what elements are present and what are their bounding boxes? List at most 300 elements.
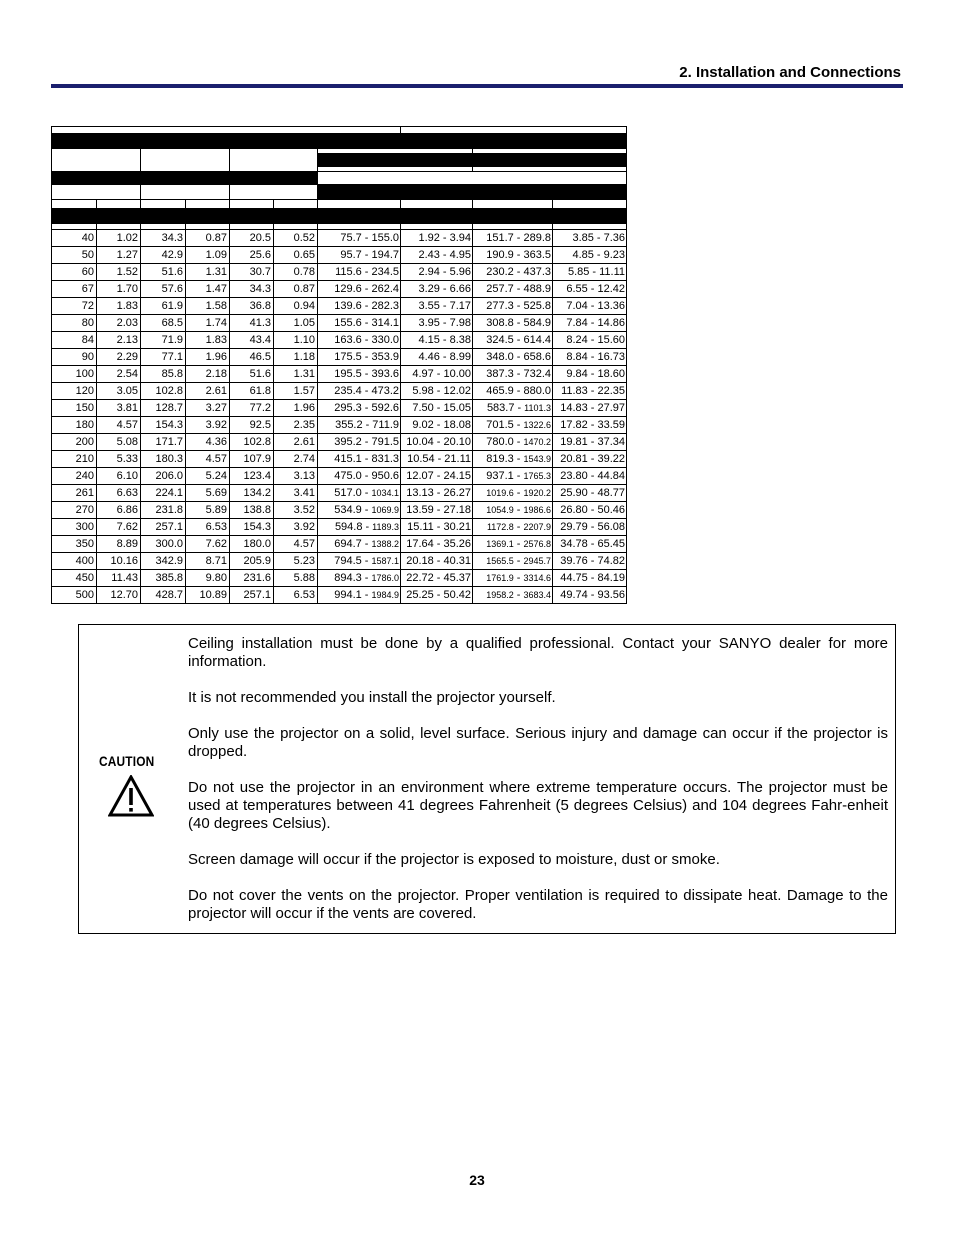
range-min: 694.7 — [334, 538, 362, 550]
range-max: 8.99 — [449, 351, 471, 363]
range-separator: - — [517, 402, 522, 414]
table-cell: 1.58 — [186, 298, 230, 315]
range-max: 2945.7 — [523, 556, 551, 566]
table-cell: 84 — [52, 332, 97, 349]
range-min: 235.4 — [334, 385, 362, 397]
range-separator: - — [436, 538, 441, 550]
table-cell: 138.8 — [230, 502, 274, 519]
range-cell — [473, 332, 553, 349]
range-cell — [401, 570, 473, 587]
range-min: 7.04 — [566, 300, 588, 312]
range-max: 14.86 — [597, 317, 625, 329]
range-cell — [318, 264, 401, 281]
range-separator: - — [516, 368, 521, 380]
table-cell: 1.57 — [274, 383, 318, 400]
range-max: 1543.9 — [523, 454, 551, 464]
range-min: 1761.9 — [486, 573, 514, 583]
range-cell — [401, 247, 473, 264]
table-cell: 1.18 — [274, 349, 318, 366]
range-separator: - — [590, 453, 595, 465]
range-separator: - — [590, 436, 595, 448]
table-cell: 3.27 — [186, 400, 230, 417]
range-separator: - — [516, 589, 521, 601]
range-separator: - — [516, 232, 521, 244]
range-max: 1986.6 — [523, 505, 551, 515]
range-cell — [401, 315, 473, 332]
caution-text — [188, 635, 888, 941]
range-max: 24.15 — [443, 470, 471, 482]
range-separator: - — [436, 504, 441, 516]
range-separator: - — [364, 470, 369, 482]
range-max: 1101.3 — [524, 403, 551, 413]
range-min: 994.1 — [334, 589, 362, 601]
range-separator: - — [364, 283, 369, 295]
range-min: 10.04 — [406, 436, 434, 448]
range-max: 1587.1 — [371, 556, 399, 566]
table-cell: 3.92 — [274, 519, 318, 536]
table-cell: 123.4 — [230, 468, 274, 485]
range-cell — [473, 536, 553, 553]
table-row — [52, 570, 627, 587]
range-max: 48.77 — [597, 487, 625, 499]
table-cell: 300 — [52, 519, 97, 536]
range-max: 711.9 — [372, 419, 399, 431]
range-cell — [318, 485, 401, 502]
range-separator: - — [364, 589, 369, 601]
range-cell — [401, 349, 473, 366]
page-number: 23 — [469, 1172, 485, 1188]
range-separator: - — [364, 351, 369, 363]
table-cell: 2.61 — [274, 434, 318, 451]
table-cell: 6.53 — [186, 519, 230, 536]
range-min: 19.81 — [560, 436, 588, 448]
range-cell — [318, 587, 401, 604]
range-max: 35.26 — [443, 538, 471, 550]
table-cell: 500 — [52, 587, 97, 604]
range-separator: - — [516, 317, 521, 329]
range-cell — [553, 366, 627, 383]
range-cell — [553, 468, 627, 485]
range-separator: - — [590, 317, 595, 329]
range-min: 115.6 — [335, 266, 362, 278]
range-cell — [553, 230, 627, 247]
range-min: 20.18 — [406, 555, 434, 567]
range-min: 819.3 — [486, 453, 514, 465]
range-max: 4.95 — [449, 249, 471, 261]
range-separator: - — [436, 436, 441, 448]
table-cell: 1.10 — [274, 332, 318, 349]
caution-paragraph: Ceiling installation must be done by a qualified professional. Contact your SANYO dealer for more information. — [188, 635, 888, 670]
range-max: 194.7 — [371, 249, 399, 261]
table-cell: 3.13 — [274, 468, 318, 485]
range-max: 1984.9 — [371, 590, 399, 600]
table-cell: 5.24 — [186, 468, 230, 485]
range-max: 65.45 — [597, 538, 625, 550]
range-max: 6.66 — [449, 283, 471, 295]
range-separator: - — [590, 402, 595, 414]
range-separator: - — [590, 334, 595, 346]
table-cell: 2.13 — [97, 332, 141, 349]
range-max: 1920.2 — [523, 488, 551, 498]
range-separator: - — [364, 436, 369, 448]
range-min: 780.0 — [486, 436, 514, 448]
range-max: 1189.3 — [372, 522, 399, 532]
table-cell: 171.7 — [141, 434, 186, 451]
table-cell: 8.89 — [97, 536, 141, 553]
range-max: 7.17 — [449, 300, 471, 312]
range-max: 39.22 — [597, 453, 625, 465]
range-separator: - — [590, 572, 595, 584]
range-min: 583.7 — [486, 402, 515, 414]
range-separator: - — [436, 572, 441, 584]
range-min: 5.98 — [412, 385, 434, 397]
range-cell — [473, 247, 553, 264]
range-max: 289.8 — [523, 232, 551, 244]
range-separator: - — [364, 453, 369, 465]
range-cell — [553, 485, 627, 502]
range-min: 190.9 — [486, 249, 514, 261]
range-min: 11.83 — [561, 385, 588, 397]
range-cell — [473, 383, 553, 400]
range-cell — [553, 315, 627, 332]
range-cell — [318, 298, 401, 315]
range-separator: - — [364, 300, 369, 312]
range-cell — [553, 281, 627, 298]
range-max: 262.4 — [371, 283, 399, 295]
range-max: 11.11 — [599, 266, 625, 278]
table-cell: 60 — [52, 264, 97, 281]
range-min: 395.2 — [334, 436, 362, 448]
range-separator: - — [590, 538, 595, 550]
table-cell: 270 — [52, 502, 97, 519]
range-min: 49.74 — [560, 589, 588, 601]
range-min: 6.55 — [566, 283, 588, 295]
range-separator: - — [364, 487, 369, 499]
table-cell: 6.10 — [97, 468, 141, 485]
range-max: 2576.8 — [523, 539, 551, 549]
table-cell: 1.52 — [97, 264, 141, 281]
table-cell: 5.23 — [274, 553, 318, 570]
table-row — [52, 366, 627, 383]
range-min: 26.80 — [560, 504, 588, 516]
range-cell — [553, 587, 627, 604]
table-cell: 2.03 — [97, 315, 141, 332]
range-min: 34.78 — [560, 538, 588, 550]
range-min: 3.85 — [572, 232, 594, 244]
range-separator: - — [516, 521, 521, 533]
table-cell: 5.69 — [186, 485, 230, 502]
range-separator: - — [516, 555, 521, 567]
table-cell: 7.62 — [186, 536, 230, 553]
range-separator: - — [590, 487, 595, 499]
range-min: 937.1 — [486, 470, 514, 482]
range-min: 20.81 — [560, 453, 588, 465]
range-cell — [553, 383, 627, 400]
range-cell — [553, 332, 627, 349]
range-cell — [401, 366, 473, 383]
range-separator: - — [436, 589, 441, 601]
range-cell — [473, 315, 553, 332]
range-max: 1034.1 — [371, 488, 399, 498]
range-min: 14.83 — [560, 402, 588, 414]
table-cell: 102.8 — [230, 434, 274, 451]
table-cell: 0.87 — [186, 230, 230, 247]
range-cell — [318, 349, 401, 366]
table-row — [52, 536, 627, 553]
table-cell: 2.54 — [97, 366, 141, 383]
table-row — [52, 315, 627, 332]
range-min: 1.92 — [418, 232, 440, 244]
table-cell: 42.9 — [141, 247, 186, 264]
range-cell — [401, 451, 473, 468]
range-separator: - — [590, 521, 595, 533]
range-separator: - — [364, 334, 369, 346]
range-max: 584.9 — [523, 317, 551, 329]
range-max: 791.5 — [371, 436, 399, 448]
range-cell — [318, 502, 401, 519]
range-cell — [401, 417, 473, 434]
table-cell: 154.3 — [141, 417, 186, 434]
range-cell — [473, 570, 553, 587]
table-cell: 71.9 — [141, 332, 186, 349]
table-cell: 154.3 — [230, 519, 274, 536]
range-min: 25.25 — [406, 589, 434, 601]
range-max: 16.73 — [597, 351, 625, 363]
table-cell: 1.31 — [274, 366, 318, 383]
table-cell: 1.96 — [186, 349, 230, 366]
table-cell: 257.1 — [230, 587, 274, 604]
range-separator: - — [364, 266, 369, 278]
range-min: 230.2 — [486, 266, 514, 278]
range-separator: - — [364, 385, 369, 397]
table-cell: 3.41 — [274, 485, 318, 502]
caution-paragraph: Only use the projector on a solid, level surface. Serious injury and damage can occur if the projector is dropped. — [188, 725, 888, 760]
range-max: 45.37 — [443, 572, 471, 584]
range-separator: - — [364, 538, 369, 550]
range-max: 3314.6 — [523, 573, 551, 583]
table-cell: 200 — [52, 434, 97, 451]
range-min: 12.07 — [406, 470, 434, 482]
range-max: 353.9 — [371, 351, 399, 363]
table-cell: 61.9 — [141, 298, 186, 315]
table-cell: 90 — [52, 349, 97, 366]
table-cell: 100 — [52, 366, 97, 383]
range-max: 363.5 — [523, 249, 551, 261]
range-cell — [401, 587, 473, 604]
range-separator: - — [590, 300, 595, 312]
range-max: 12.42 — [597, 283, 625, 295]
table-cell: 67 — [52, 281, 97, 298]
range-min: 139.6 — [334, 300, 362, 312]
table-row — [52, 553, 627, 570]
range-cell — [401, 553, 473, 570]
range-min: 475.0 — [334, 470, 362, 482]
table-cell: 428.7 — [141, 587, 186, 604]
range-max: 488.9 — [523, 283, 551, 295]
table-cell: 2.29 — [97, 349, 141, 366]
range-cell — [553, 349, 627, 366]
table-cell: 6.63 — [97, 485, 141, 502]
range-min: 9.84 — [566, 368, 588, 380]
table-cell: 1.70 — [97, 281, 141, 298]
range-cell — [553, 502, 627, 519]
table-cell: 51.6 — [141, 264, 186, 281]
range-separator: - — [516, 487, 521, 499]
range-min: 308.8 — [486, 317, 514, 329]
table-cell: 4.36 — [186, 434, 230, 451]
range-separator: - — [442, 249, 447, 261]
range-max: 40.31 — [443, 555, 471, 567]
table-row — [52, 519, 627, 536]
table-cell: 180.0 — [230, 536, 274, 553]
warning-triangle-icon — [108, 775, 154, 817]
range-max: 50.46 — [597, 504, 625, 516]
range-max: 234.5 — [371, 266, 399, 278]
range-separator: - — [516, 504, 521, 516]
table-cell: 6.53 — [274, 587, 318, 604]
range-cell — [318, 366, 401, 383]
table-row — [52, 247, 627, 264]
range-min: 701.5 — [486, 419, 514, 431]
range-max: 1765.3 — [523, 471, 551, 481]
range-cell — [473, 417, 553, 434]
range-separator: - — [437, 453, 442, 465]
table-cell: 2.74 — [274, 451, 318, 468]
range-cell — [553, 298, 627, 315]
range-max: 393.6 — [371, 368, 399, 380]
caution-label: CAUTION — [99, 753, 155, 769]
range-separator: - — [516, 572, 521, 584]
table-row — [52, 417, 627, 434]
table-cell: 240 — [52, 468, 97, 485]
range-min: 3.29 — [418, 283, 440, 295]
range-max: 1069.9 — [371, 505, 399, 515]
table-cell: 102.8 — [141, 383, 186, 400]
range-separator: - — [590, 504, 595, 516]
table-row — [52, 281, 627, 298]
table-row — [52, 468, 627, 485]
table-cell: 25.6 — [230, 247, 274, 264]
range-max: 74.82 — [597, 555, 625, 567]
table-cell: 12.70 — [97, 587, 141, 604]
table-cell: 4.57 — [274, 536, 318, 553]
table-cell: 261 — [52, 485, 97, 502]
table-cell: 51.6 — [230, 366, 274, 383]
range-max: 21.11 — [444, 453, 471, 465]
range-cell — [318, 434, 401, 451]
range-separator: - — [364, 249, 369, 261]
range-min: 4.15 — [418, 334, 440, 346]
range-cell — [318, 451, 401, 468]
table-cell: 68.5 — [141, 315, 186, 332]
range-cell — [553, 434, 627, 451]
range-cell — [401, 434, 473, 451]
range-max: 155.0 — [371, 232, 399, 244]
range-separator: - — [442, 351, 447, 363]
range-cell — [473, 519, 553, 536]
range-cell — [401, 281, 473, 298]
range-cell — [318, 570, 401, 587]
range-separator: - — [516, 351, 521, 363]
table-row — [52, 485, 627, 502]
range-max: 37.34 — [597, 436, 625, 448]
range-min: 3.55 — [418, 300, 440, 312]
range-separator: - — [516, 538, 521, 550]
range-min: 151.7 — [486, 232, 514, 244]
table-cell: 40 — [52, 230, 97, 247]
table-cell: 134.2 — [230, 485, 274, 502]
range-cell — [473, 400, 553, 417]
range-max: 1388.2 — [371, 539, 399, 549]
range-min: 25.90 — [560, 487, 588, 499]
range-cell — [473, 587, 553, 604]
range-min: 594.8 — [334, 521, 363, 533]
range-separator: - — [596, 249, 601, 261]
table-cell: 1.27 — [97, 247, 141, 264]
range-cell — [553, 417, 627, 434]
range-cell — [473, 366, 553, 383]
range-cell — [473, 434, 553, 451]
table-cell: 9.80 — [186, 570, 230, 587]
range-min: 348.0 — [486, 351, 514, 363]
range-separator: - — [590, 385, 595, 397]
table-cell: 5.08 — [97, 434, 141, 451]
table-cell: 92.5 — [230, 417, 274, 434]
range-max: 9.23 — [603, 249, 625, 261]
table-cell: 0.87 — [274, 281, 318, 298]
table-cell: 2.61 — [186, 383, 230, 400]
table-cell: 3.05 — [97, 383, 141, 400]
range-max: 22.35 — [597, 385, 625, 397]
range-cell — [473, 485, 553, 502]
range-cell — [318, 315, 401, 332]
table-cell: 5.88 — [274, 570, 318, 587]
range-max: 18.08 — [443, 419, 471, 431]
range-max: 15.60 — [597, 334, 625, 346]
range-cell — [553, 451, 627, 468]
range-max: 15.05 — [443, 402, 471, 414]
table-cell: 46.5 — [230, 349, 274, 366]
range-cell — [553, 247, 627, 264]
table-cell: 0.94 — [274, 298, 318, 315]
table-cell: 1.05 — [274, 315, 318, 332]
range-min: 324.5 — [486, 334, 514, 346]
table-cell: 257.1 — [141, 519, 186, 536]
range-separator: - — [436, 555, 441, 567]
range-separator: - — [516, 249, 521, 261]
table-cell: 77.1 — [141, 349, 186, 366]
table-cell: 385.8 — [141, 570, 186, 587]
range-separator: - — [364, 317, 369, 329]
range-max: 18.60 — [597, 368, 625, 380]
table-cell: 350 — [52, 536, 97, 553]
table-cell: 4.57 — [186, 451, 230, 468]
range-min: 7.50 — [412, 402, 434, 414]
range-cell — [318, 247, 401, 264]
range-max: 27.97 — [597, 402, 625, 414]
range-max: 282.3 — [371, 300, 399, 312]
range-separator: - — [364, 368, 369, 380]
table-cell: 72 — [52, 298, 97, 315]
range-min: 23.80 — [560, 470, 588, 482]
range-min: 7.84 — [566, 317, 588, 329]
table-header-band-1 — [52, 127, 627, 134]
caution-paragraph: Screen damage will occur if the projector is exposed to moisture, dust or smoke. — [188, 851, 720, 868]
range-cell — [401, 519, 473, 536]
range-max: 658.6 — [523, 351, 551, 363]
range-separator: - — [436, 487, 441, 499]
range-max: 13.36 — [597, 300, 625, 312]
